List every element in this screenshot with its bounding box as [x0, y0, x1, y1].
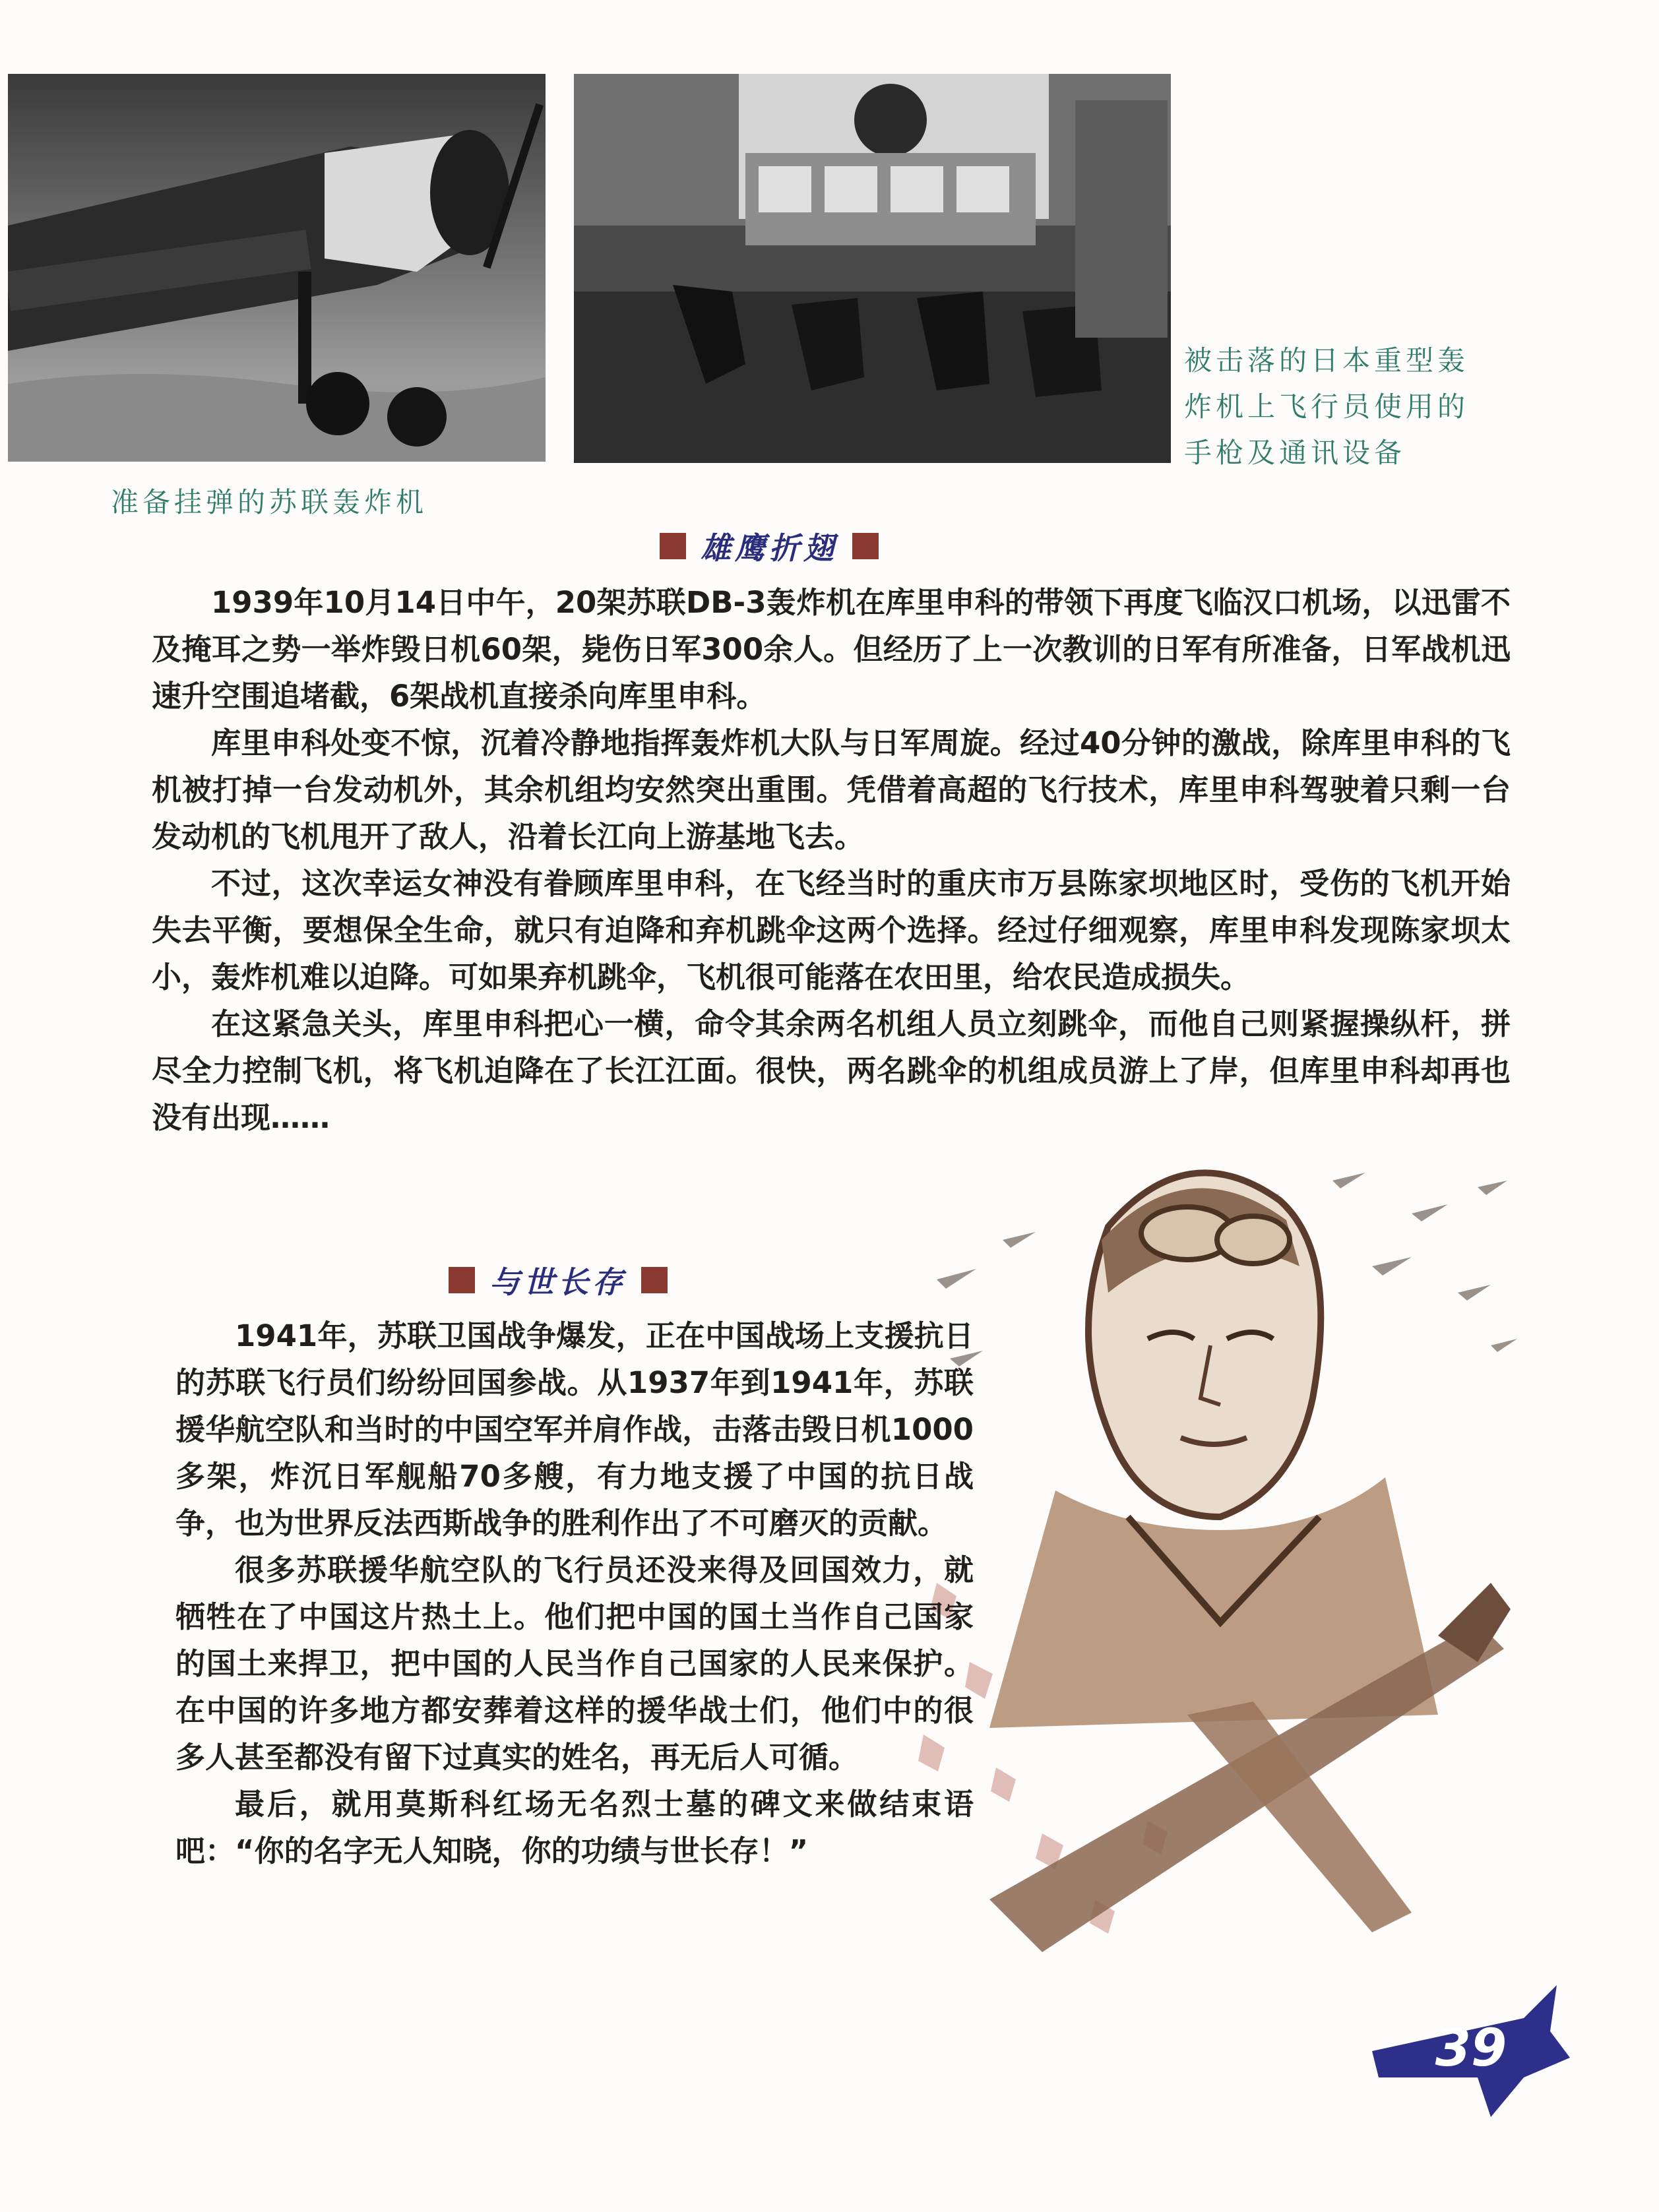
- heading-square-left: [660, 533, 686, 559]
- caption-line: 被击落的日本重型轰: [1184, 344, 1470, 377]
- equipment-photo-art: [574, 74, 1171, 463]
- photo-soviet-bomber: [8, 74, 546, 462]
- section1-body: [152, 579, 1511, 1141]
- paragraph: 1939年10月14日中午，20架苏联DB-3轰炸机在库里申科的带领下再度飞临汉口机场，以迅雷不及掩耳之势一举炸毁日机60架，毙伤日军300余人。但经历了上一次教训的日军有所准备，日军战机迅速升空围追堵截，6架战机直接杀向库里申科。: [152, 585, 1511, 714]
- caption-soviet-bomber: 准备挂弹的苏联轰炸机: [111, 486, 428, 518]
- page-number-badge: [1359, 1979, 1570, 2124]
- photo-pistols-comm-equipment: [574, 74, 1171, 463]
- heading-square-right: [641, 1267, 668, 1293]
- heading-square-right: [852, 533, 879, 559]
- paragraph: 很多苏联援华航空队的飞行员还没来得及回国效力，就牺牲在了中国这片热土上。他们把中国的国土当作自己国家的国土来捍卫，把中国的人民当作自己国家的人民来保护。在中国的许多地方都安葬着这样的援华战士们，他们中的很多人甚至都没有留下过真实的姓名，再无后人可循。: [175, 1552, 974, 1775]
- bomber-photo-art: [8, 74, 546, 462]
- pilot-portrait-illustration: [910, 1121, 1544, 2031]
- heading-text: 与世长存: [489, 1264, 627, 1300]
- paragraph: 1941年，苏联卫国战争爆发，正在中国战场上支援抗日的苏联飞行员们纷纷回国参战。从1937年到1941年，苏联援华航空队和当时的中国空军并肩作战，击落击毁日机1000多架，炸沉日军舰船70多艘，有力地支援了中国的抗日战争，也为世界反法西斯战争的胜利作出了不可磨灭的贡献。: [175, 1318, 974, 1541]
- pilot-sketch-art: [910, 1121, 1544, 2031]
- section2-body: [175, 1312, 974, 1874]
- caption-line: 手枪及通讯设备: [1184, 437, 1406, 469]
- paragraph: 在这紧急关头，库里申科把心一横，命令其余两名机组人员立刻跳伞，而他自己则紧握操纵杆，拼尽全力控制飞机，将飞机迫降在了长江江面。很快，两名跳伞的机组成员游上了岸，但库里申科却再也没有出现……: [152, 1006, 1511, 1135]
- paragraph: 库里申科处变不惊，沉着冷静地指挥轰炸机大队与日军周旋。经过40分钟的激战，除库里申科的飞机被打掉一台发动机外，其余机组均安然突出重围。凭借着高超的飞行技术，库里申科驾驶着只剩一台发动机的飞机甩开了敌人，沿着长江向上游基地飞去。: [152, 725, 1511, 854]
- plane-badge-icon: [1359, 1979, 1570, 2124]
- page-number: 39: [1435, 2019, 1507, 2078]
- section-heading-eagle: [660, 524, 879, 568]
- paragraph: 不过，这次幸运女神没有眷顾库里申科，在飞经当时的重庆市万县陈家坝地区时，受伤的飞机开始失去平衡，要想保全生命，就只有迫降和弃机跳伞这两个选择。经过仔细观察，库里申科发现陈家坝太小，轰炸机难以迫降。可如果弃机跳伞，飞机很可能落在农田里，给农民造成损失。: [152, 866, 1511, 995]
- caption-pistols-equipment: [1184, 338, 1469, 476]
- paragraph: 最后，就用莫斯科红场无名烈士墓的碑文来做结束语吧：“你的名字无人知晓，你的功绩与世长存！”: [175, 1787, 974, 1868]
- section-heading-eternal: [449, 1258, 668, 1302]
- heading-text: 雄鹰折翅: [701, 530, 838, 566]
- caption-line: 炸机上飞行员使用的: [1184, 390, 1470, 423]
- heading-square-left: [449, 1267, 475, 1293]
